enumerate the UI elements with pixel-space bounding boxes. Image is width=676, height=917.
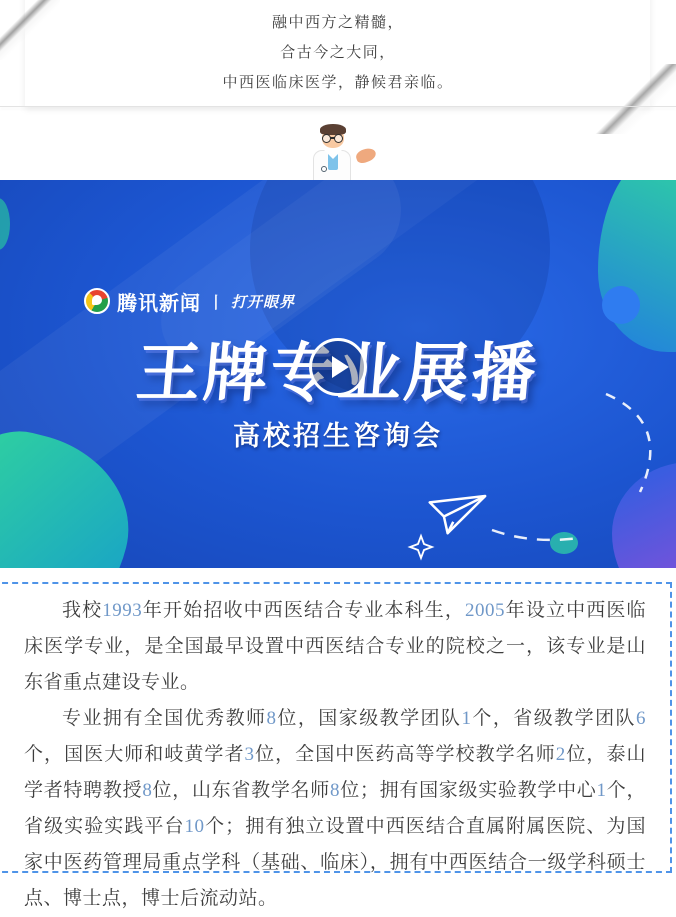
article-paragraph-2: 专业拥有全国优秀教师8位，国家级教学团队1个，省级教学团队6个，国医大师和岐黄学者3位，全国中医药高等学校教学名师2位，泰山学者特聘教授8位，山东省教学名师8位；拥有国家级实验教学中心1个，省级实验实践平台10个；拥有独立设置中西医结合直属附属医院、为国家中医药管理局重点学科（基础、临床），拥有中西医结合一级学科硕士点、博士点，博士后流动站。 (24, 708, 646, 909)
poem-line-3: 中西医临床医学，静候君亲临。 (222, 75, 454, 91)
doctor-mascot-illustration (299, 124, 379, 180)
logo-tagline: 打开眼界 (231, 293, 296, 311)
glasses-icon (322, 134, 331, 143)
highlighted-number: 3 (244, 744, 255, 765)
play-icon (332, 356, 349, 378)
poem-line-1: 融中西方之精髓， (271, 15, 404, 31)
star-icon (410, 536, 432, 558)
intro-section (0, 0, 676, 110)
highlighted-number: 6 (635, 708, 646, 729)
highlighted-number: 1 (461, 708, 472, 729)
paper-airplane-icon (426, 489, 485, 538)
article-paragraph-1: 我校1993年开始招收中西医结合专业本科生，2005年设立中西医临床医学专业，是全国最早设置中西医结合专业的院校之一，该专业是山东省重点建设专业。 (24, 600, 646, 693)
highlighted-number: 1 (596, 780, 607, 801)
highlighted-number: 8 (142, 780, 153, 801)
highlighted-number: 8 (329, 780, 340, 801)
logo-brand-text: 腾讯新闻 (117, 292, 201, 315)
mascot-waving-hand (354, 146, 377, 165)
video-banner[interactable] (0, 180, 676, 568)
tencent-news-logo (84, 286, 295, 316)
glasses-icon (334, 134, 343, 143)
card-divider-line (0, 106, 676, 107)
highlighted-number: 2005 (465, 600, 506, 621)
highlighted-number: 1993 (102, 600, 143, 621)
highlighted-number: 8 (266, 708, 277, 729)
tencent-news-logo-icon (84, 288, 110, 314)
banner-title: 王牌专业展播 (133, 337, 542, 409)
intro-poem (0, 0, 676, 98)
glasses-bridge (330, 137, 335, 139)
highlighted-number: 2 (555, 744, 566, 765)
banner-subtitle: 高校招生咨询会 (233, 421, 443, 451)
article-dashed-box (0, 582, 672, 909)
highlighted-number: 10 (184, 816, 205, 837)
video-play-button[interactable] (309, 338, 367, 396)
stethoscope-icon (321, 166, 327, 172)
logo-separator: 丨 (208, 294, 225, 312)
poem-line-2: 合古今之大同， (280, 45, 396, 61)
airplane-dashed-trail (492, 530, 580, 540)
